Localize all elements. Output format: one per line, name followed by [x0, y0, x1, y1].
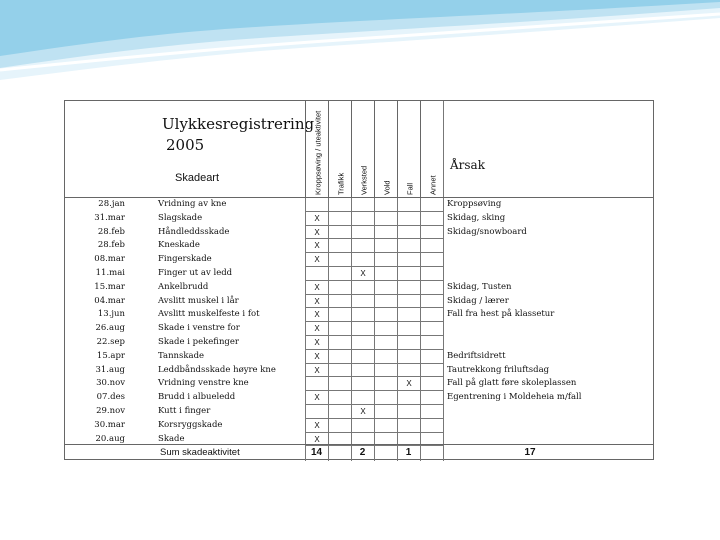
row-mark-col-annet	[420, 419, 443, 433]
row-date: 15.mar	[94, 281, 125, 292]
row-mark-col-kroppsoving: X	[305, 350, 328, 364]
title-line-2: 2005	[166, 136, 205, 154]
row-mark-col-kroppsoving: X	[305, 322, 328, 336]
row-mark-col-trafikk	[328, 336, 351, 350]
row-mark-col-vold	[374, 198, 397, 212]
summary-col-verksted: 2	[359, 447, 366, 458]
row-mark-col-fall	[397, 212, 420, 226]
row-injury: Skade	[158, 433, 185, 444]
row-mark-col-trafikk	[328, 239, 351, 253]
row-mark-col-verksted	[351, 253, 374, 267]
row-mark-col-fall	[397, 419, 420, 433]
row-mark-col-trafikk	[328, 322, 351, 336]
col-kroppsoving-label: Kroppsøving / uteaktivitet	[313, 110, 322, 195]
row-injury: Skade i pekefinger	[158, 337, 239, 347]
row-injury: Finger ut av ledd	[158, 268, 233, 278]
row-mark-col-vold	[374, 281, 397, 295]
row-mark-col-verksted	[351, 295, 374, 309]
row-date: 07.des	[96, 392, 125, 403]
row-mark-col-vold	[374, 336, 397, 350]
row-mark-col-kroppsoving: X	[305, 364, 328, 378]
row-mark-col-trafikk	[328, 226, 351, 240]
slide-title	[162, 114, 314, 156]
row-mark-col-verksted	[351, 350, 374, 364]
row-mark-col-trafikk	[328, 198, 351, 212]
row-mark-col-trafikk	[328, 212, 351, 226]
row-mark-col-trafikk	[328, 419, 351, 433]
row-mark-col-annet	[420, 212, 443, 226]
injury-register-table	[64, 100, 654, 460]
row-date: 20.aug	[95, 433, 125, 444]
row-date: 30.mar	[94, 419, 125, 430]
row-mark-col-trafikk	[328, 364, 351, 378]
row-cause: Skidag/snowboard	[447, 226, 527, 237]
row-cause: Tautrekkong friluftsdag	[447, 364, 550, 375]
row-injury: Avslitt muskelfeste i fot	[158, 309, 260, 320]
col-trafikk-label: Trafikk	[336, 172, 345, 195]
row-mark-col-fall	[397, 364, 420, 378]
row-mark-col-verksted	[351, 308, 374, 322]
row-date: 31.mar	[94, 212, 125, 223]
title-line-1: Ulykkesregistrering	[162, 115, 315, 133]
row-mark-col-annet	[420, 391, 443, 405]
row-injury: Vridning venstre kne	[158, 378, 249, 389]
row-injury: Skade i venstre for	[158, 323, 240, 334]
row-mark-col-annet	[420, 281, 443, 295]
row-mark-col-vold	[374, 253, 397, 267]
decorative-wave-banner	[0, 0, 720, 80]
summary-cell-divider	[328, 445, 329, 461]
summary-cell-divider	[420, 445, 421, 461]
row-mark-col-trafikk	[328, 391, 351, 405]
row-mark-col-annet	[420, 308, 443, 322]
row-mark-col-vold	[374, 391, 397, 405]
summary-col-fall: 1	[405, 447, 412, 458]
row-mark-col-fall	[397, 350, 420, 364]
row-cause: Fall på glatt føre skoleplassen	[447, 378, 577, 389]
row-mark-col-verksted	[351, 377, 374, 391]
row-cause: Egentrening i Moldeheia m/fall	[447, 392, 582, 403]
row-mark-col-verksted	[351, 226, 374, 240]
row-mark-col-verksted	[351, 336, 374, 350]
row-mark-col-verksted	[351, 322, 374, 336]
row-mark-col-annet	[420, 405, 443, 419]
row-mark-col-kroppsoving: X	[305, 308, 328, 322]
row-date: 22.sep	[96, 337, 125, 347]
col-verksted-header	[351, 101, 375, 199]
row-mark-col-kroppsoving	[305, 198, 328, 212]
row-injury: Fingerskade	[158, 254, 212, 265]
grid-divider	[443, 101, 444, 459]
row-date: 28.feb	[97, 226, 125, 237]
summary-row	[65, 444, 653, 461]
row-cause: Kroppsøving	[447, 199, 502, 209]
row-cause: Fall fra hest på klassetur	[447, 309, 555, 320]
row-mark-col-kroppsoving: X	[305, 295, 328, 309]
row-injury: Kutt i finger	[158, 406, 211, 416]
row-mark-col-fall	[397, 253, 420, 267]
summary-col-kroppsoving: 14	[310, 447, 323, 458]
row-mark-col-kroppsoving: X	[305, 281, 328, 295]
row-injury: Slagskade	[158, 212, 203, 223]
cause-header: Årsak	[450, 158, 485, 172]
row-injury: Vridning av kne	[158, 199, 227, 209]
row-mark-col-kroppsoving: X	[305, 212, 328, 226]
row-mark-col-annet	[420, 226, 443, 240]
row-mark-col-kroppsoving: X	[305, 239, 328, 253]
row-mark-col-fall	[397, 322, 420, 336]
col-vold-header	[374, 101, 398, 199]
row-date: 11.mai	[95, 268, 125, 278]
col-annet-label: Annet	[428, 175, 437, 195]
row-mark-col-fall	[397, 391, 420, 405]
row-injury: Tannskade	[158, 350, 205, 361]
col-annet-header	[420, 101, 444, 199]
row-mark-col-verksted	[351, 281, 374, 295]
row-injury: Leddbåndsskade høyre kne	[158, 364, 276, 375]
col-kroppsoving-header	[305, 101, 329, 199]
row-cause: Skidag, Tusten	[447, 281, 512, 292]
row-date: 31.aug	[95, 364, 125, 375]
row-mark-col-fall	[397, 295, 420, 309]
row-mark-col-fall	[397, 281, 420, 295]
col-fall-header	[397, 101, 421, 199]
row-cause: Skidag / lærer	[447, 295, 509, 306]
row-mark-col-annet	[420, 350, 443, 364]
row-mark-col-vold	[374, 405, 397, 419]
row-mark-col-fall	[397, 239, 420, 253]
row-mark-col-vold	[374, 322, 397, 336]
row-mark-col-fall	[397, 198, 420, 212]
summary-cell-divider	[374, 445, 375, 461]
row-date: 28.feb	[97, 240, 125, 251]
row-injury: Brudd i albueledd	[158, 392, 236, 403]
row-mark-col-vold	[374, 295, 397, 309]
row-mark-col-kroppsoving: X	[305, 336, 328, 350]
injury-type-header: Skadeart	[175, 172, 220, 184]
summary-cell-divider	[443, 445, 444, 461]
row-mark-col-annet	[420, 198, 443, 212]
row-mark-col-kroppsoving	[305, 405, 328, 419]
row-mark-col-fall: X	[397, 377, 420, 391]
row-mark-col-kroppsoving: X	[305, 419, 328, 433]
row-mark-col-kroppsoving	[305, 377, 328, 391]
row-date: 13.jun	[97, 309, 125, 320]
row-mark-col-fall	[397, 267, 420, 281]
col-fall-label: Fall	[405, 182, 414, 195]
row-mark-col-trafikk	[328, 253, 351, 267]
row-mark-col-verksted	[351, 198, 374, 212]
row-cause: Bedriftsidrett	[447, 350, 506, 361]
row-mark-col-trafikk	[328, 405, 351, 419]
row-injury: Kneskade	[158, 240, 200, 251]
row-injury: Korsryggskade	[158, 419, 223, 430]
row-mark-col-trafikk	[328, 295, 351, 309]
row-injury: Ankelbrudd	[158, 281, 209, 292]
row-mark-col-verksted	[351, 239, 374, 253]
row-date: 28.jan	[98, 199, 125, 209]
row-date: 30.nov	[96, 378, 125, 389]
row-mark-col-annet	[420, 336, 443, 350]
row-mark-col-kroppsoving: X	[305, 253, 328, 267]
row-mark-col-trafikk	[328, 350, 351, 364]
row-mark-col-vold	[374, 419, 397, 433]
row-mark-col-vold	[374, 364, 397, 378]
row-mark-col-vold	[374, 308, 397, 322]
col-trafikk-header	[328, 101, 352, 199]
row-mark-col-annet	[420, 377, 443, 391]
row-cause: Skidag, sking	[447, 212, 506, 223]
row-mark-col-kroppsoving: X	[305, 433, 328, 447]
row-mark-col-trafikk	[328, 267, 351, 281]
row-mark-col-annet	[420, 253, 443, 267]
row-mark-col-vold	[374, 350, 397, 364]
col-vold-label: Vold	[382, 180, 391, 195]
row-mark-col-fall	[397, 308, 420, 322]
row-injury: Avslitt muskel i lår	[158, 295, 239, 306]
row-mark-col-annet	[420, 322, 443, 336]
row-mark-col-kroppsoving	[305, 267, 328, 281]
row-mark-col-fall	[397, 336, 420, 350]
row-date: 04.mar	[94, 295, 125, 306]
row-mark-col-annet	[420, 267, 443, 281]
row-date: 15.apr	[96, 350, 125, 361]
col-verksted-label: Verksted	[359, 165, 368, 195]
row-mark-col-kroppsoving: X	[305, 391, 328, 405]
row-mark-col-annet	[420, 239, 443, 253]
row-mark-col-verksted: X	[351, 405, 374, 419]
row-mark-col-vold	[374, 267, 397, 281]
row-injury: Håndleddsskade	[158, 226, 230, 237]
row-mark-col-annet	[420, 295, 443, 309]
row-mark-col-trafikk	[328, 377, 351, 391]
row-mark-col-trafikk	[328, 308, 351, 322]
row-mark-col-vold	[374, 226, 397, 240]
row-mark-col-fall	[397, 226, 420, 240]
row-mark-col-verksted	[351, 419, 374, 433]
row-mark-col-verksted: X	[351, 267, 374, 281]
row-date: 08.mar	[94, 254, 125, 265]
row-mark-col-verksted	[351, 364, 374, 378]
row-mark-col-annet	[420, 364, 443, 378]
row-mark-col-verksted	[351, 212, 374, 226]
summary-total: 17	[524, 447, 536, 458]
row-mark-col-vold	[374, 212, 397, 226]
row-date: 26.aug	[95, 323, 125, 334]
row-mark-col-kroppsoving: X	[305, 226, 328, 240]
summary-label: Sum skadeaktivitet	[160, 447, 240, 458]
row-mark-col-vold	[374, 377, 397, 391]
row-mark-col-fall	[397, 405, 420, 419]
row-date: 29.nov	[96, 406, 125, 416]
row-mark-col-verksted	[351, 391, 374, 405]
row-mark-col-trafikk	[328, 281, 351, 295]
row-mark-col-vold	[374, 239, 397, 253]
